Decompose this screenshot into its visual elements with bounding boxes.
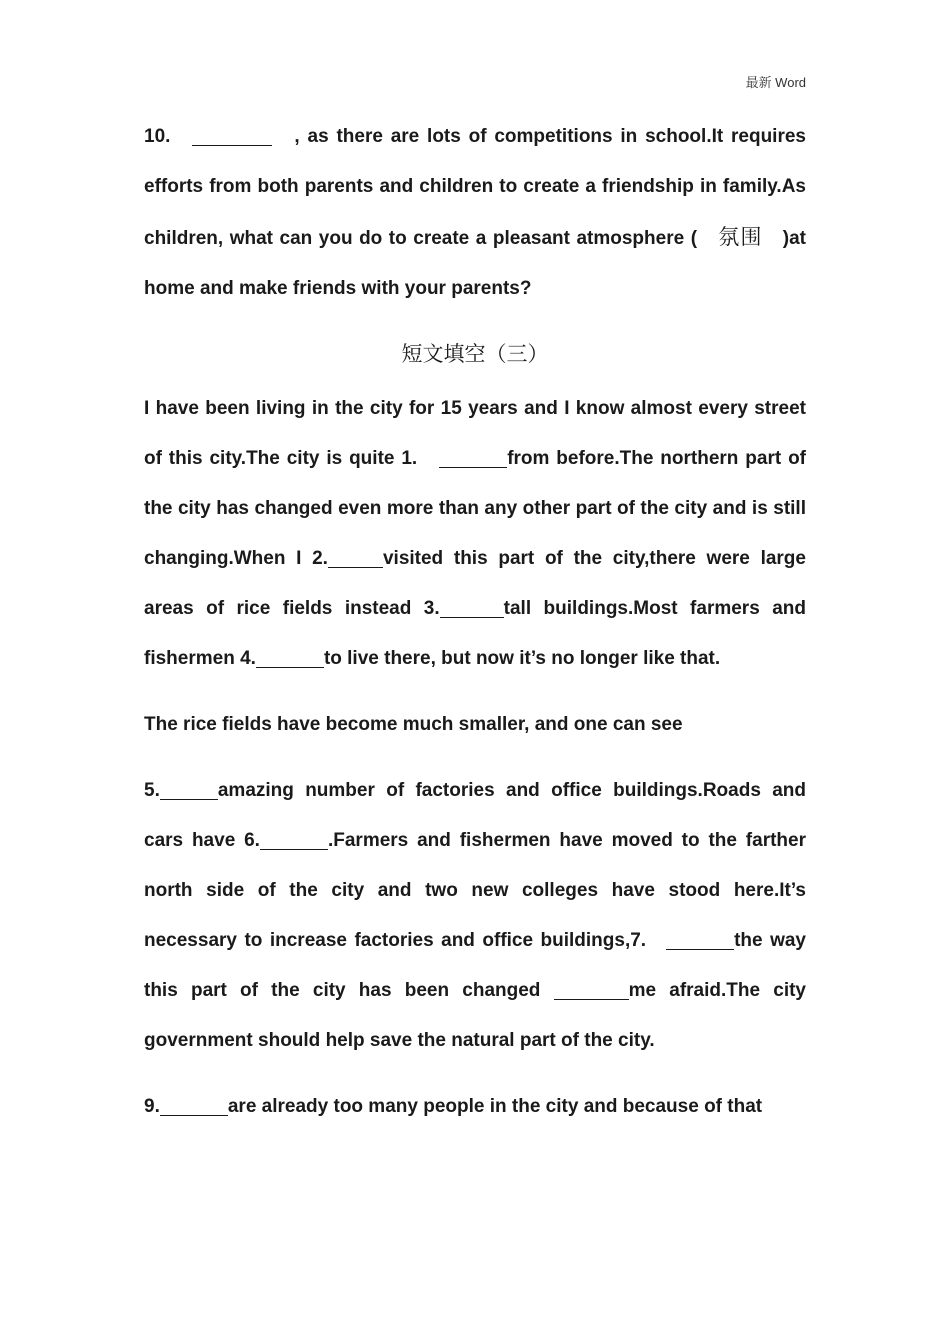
blank-10[interactable] xyxy=(192,123,272,146)
paragraph-3 xyxy=(144,766,806,1066)
p3-text-4: the way this part of the city has been changed xyxy=(144,930,806,1001)
blank-2[interactable] xyxy=(328,545,383,568)
document-body xyxy=(144,112,806,1132)
cjk-annotation: 氛围 xyxy=(717,225,763,249)
question-number: 10. xyxy=(144,126,171,147)
p2-text-1: The rice fields have become much smaller, and one can see xyxy=(144,714,683,735)
blank-3[interactable] xyxy=(440,595,504,618)
paragraph-4 xyxy=(144,1082,806,1132)
p1-text-2: from before.The northern part of the city has changed even more than any other part of the city and is still changing.When I 2. xyxy=(144,448,806,569)
intro-paragraph xyxy=(144,112,806,314)
section-title: 短文填空（三） xyxy=(401,342,549,366)
p1-text-5: to live there, but now it’s no longer like that. xyxy=(323,648,721,669)
blank-7[interactable] xyxy=(666,927,734,950)
p3-text-3: .Farmers and fishermen have moved to the farther north side of the city and two new colleges have stood here.It’s necessary to increase factories and office buildings,7. xyxy=(144,830,806,951)
blank-8[interactable] xyxy=(554,977,629,1000)
intro-text-1: , as there are lots of competitions in school.It requires efforts from both parents and children to create a friendship in family.As children, what can you do to create a pleasant atmosphere xyxy=(144,126,806,249)
p1-text-4: tall buildings.Most farmers and fishermen 4. xyxy=(144,598,806,669)
p3-text-5: me afraid.The city government should help save the natural part of the city. xyxy=(144,980,806,1051)
paragraph-2 xyxy=(144,700,806,750)
intro-text-2: )at home and make friends with your parents? xyxy=(144,228,806,299)
p4-text-1: 9. xyxy=(144,1096,160,1117)
blank-4[interactable] xyxy=(256,645,324,668)
blank-6[interactable] xyxy=(260,827,328,850)
blank-1[interactable] xyxy=(439,445,507,468)
p3-text-2: amazing number of factories and office buildings.Roads and cars have 6. xyxy=(144,780,806,851)
header-label: 最新 Word xyxy=(745,75,806,90)
p1-text-3: visited this part of the city,there were large areas of rice fields instead 3. xyxy=(144,548,806,619)
p1-text-1: I have been living in the city for 15 years and I know almost every street of this city.The city is quite 1. xyxy=(144,398,806,469)
paragraph-1 xyxy=(144,384,806,684)
p4-text-2: are already too many people in the city and because of that xyxy=(227,1096,763,1117)
paren-open: ( xyxy=(690,228,698,249)
p3-text-1: 5. xyxy=(144,780,160,801)
blank-5[interactable] xyxy=(160,777,218,800)
blank-9[interactable] xyxy=(160,1093,228,1116)
